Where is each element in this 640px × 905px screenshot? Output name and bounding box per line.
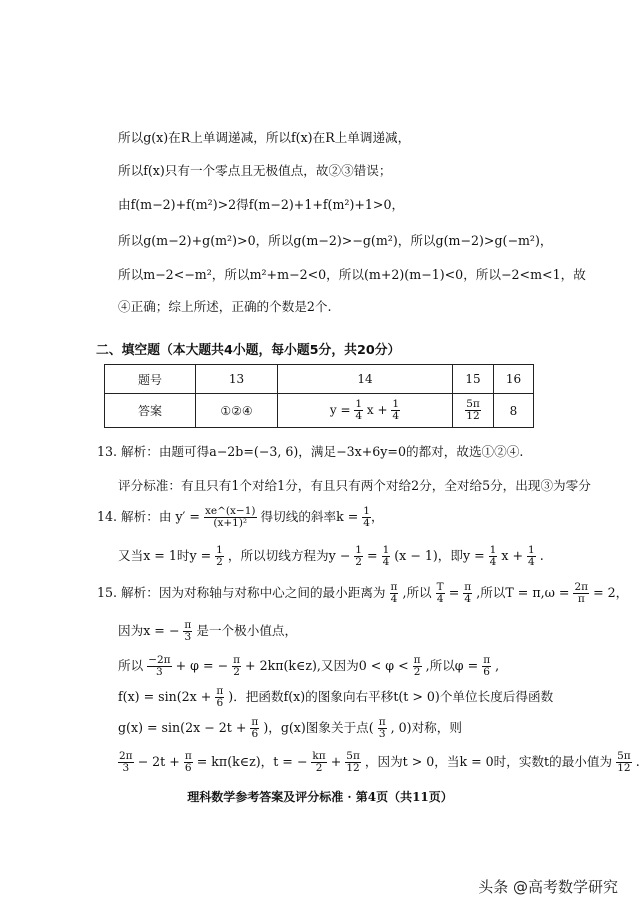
fraction: $\frac{2\pi}{\pi}$ <box>574 581 589 605</box>
answer-table <box>104 364 534 428</box>
q14-solution-line-1: 14. 解析：由 y′ = $\frac{xe\^{}(x-1)}{\text{(x+1)²}}$ 得切线的斜率k = $\frac{1}{4}$ ， <box>97 505 384 529</box>
fraction: $\frac{xe\^{}(x-1)}{\text{(x+1)²}}$ <box>204 505 256 529</box>
q15-line-6: $\frac{2\pi}{3}$ − 2t + $\frac{\pi}{6}$ = kπ(k∈z)，t = − $\frac{k\pi}{2}$ + $\frac{5\pi}{12}$ ，因为t > 0，当k = 0时，实数t的最小值为 $\frac{5\pi}{12}$ . <box>119 750 640 774</box>
fraction: $\frac{1}{4}$ <box>392 398 400 422</box>
q15-line-3: 所以 $\frac{-2\pi}{3}$ + φ = − $\frac{\pi}{2}$ + 2kπ(k∈z),又因为0 < φ < $\frac{\pi}{2}$ ,所以φ = $\frac{\pi}{6}$ , <box>118 654 500 678</box>
answer-15 <box>453 394 494 428</box>
header-cell: 14 <box>277 365 452 394</box>
q15-line-4: f(x) = sin(2x + $\frac{\pi}{6}$ )．把函数f(x)的图象向右平移t(t > 0)个单位长度后得函数 <box>118 685 554 709</box>
solution-line-5: 所以m−2<−m²，所以m²+m−2<0，所以(m+2)(m−1)<0，所以−2<m<1，故 <box>118 267 586 282</box>
header-cell: 16 <box>493 365 533 394</box>
answer-14-prefix: y = <box>329 403 351 417</box>
fraction: $\frac{1}{2}$ <box>355 544 362 568</box>
fraction: $\frac{5\pi}{12}$ <box>346 750 360 774</box>
answer-14 <box>277 394 452 428</box>
fraction: $\frac{1}{4}$ <box>382 544 390 568</box>
fraction: $\frac{\pi}{3}$ <box>378 716 386 740</box>
solution-line-6: ④正确；综上所述，正确的个数是2个. <box>118 299 332 314</box>
q15-line-2: 因为x = − $\frac{\pi}{3}$ 是一个极小值点， <box>118 619 298 643</box>
watermark: 头条 @高考数学研究 <box>478 878 618 896</box>
q15-line-5: g(x) = sin(2x − 2t + $\frac{\pi}{6}$ )，g(x)图象关于点( $\frac{\pi}{3}$ , 0)对称，则 <box>118 716 462 740</box>
solution-line-2: 所以f(x)只有一个零点且无极值点，故②③错误； <box>118 163 392 178</box>
fraction: $\frac{1}{4}$ <box>489 544 497 568</box>
solution-line-3: 由f(m−2)+f(m²)>2得f(m−2)+1+f(m²)+1>0， <box>118 197 405 212</box>
fraction: $\frac{2\pi}{3}$ <box>119 750 133 774</box>
fraction: $\frac{\pi}{6}$ <box>184 750 192 774</box>
fraction: $\frac{\pi}{2}$ <box>413 654 421 678</box>
q13-score-standard: 评分标准：有且只有1个对给1分，有且只有两个对给2分，全对给5分，出现③为零分 <box>118 478 591 493</box>
fraction: $\frac{\pi}{2}$ <box>233 654 241 678</box>
header-cell: 15 <box>453 365 494 394</box>
fraction: $\frac{5\pi}{12}$ <box>617 750 631 774</box>
fraction: $\frac{k\pi}{2}$ <box>312 750 326 774</box>
answer-14-mid: x + <box>366 403 388 417</box>
answer-13: ①②④ <box>196 394 278 428</box>
section-title: 二、填空题（本大题共4小题，每小题5分，共20分） <box>96 343 401 358</box>
fraction: $\frac{\pi}{4}$ <box>464 581 472 605</box>
table-header-row <box>105 365 534 394</box>
fraction: $\frac{1}{4}$ <box>528 544 535 568</box>
answer-label: 答案 <box>105 394 196 428</box>
fraction: $\frac{1}{4}$ <box>355 398 363 422</box>
page-footer: 理科数学参考答案及评分标准 · 第4页（共11页） <box>187 790 453 804</box>
fraction: $\frac{\pi}{6}$ <box>251 716 259 740</box>
fraction: $\frac{\pi}{6}$ <box>216 685 224 709</box>
q15-line-1: 15. 解析：因为对称轴与对称中心之间的最小距离为 $\frac{\pi}{4}$ ,所以 $\frac{T}{4}$ = $\frac{\pi}{4}$ ,所以T = π,ω = $\frac{2\pi}{\pi}$ = 2， <box>97 581 629 605</box>
fraction: $\frac{T}{4}$ <box>436 581 444 605</box>
fraction: $\frac{1}{4}$ <box>363 505 370 529</box>
answer-16: 8 <box>493 394 533 428</box>
solution-line-1: 所以g(x)在R上单调递减，所以f(x)在R上单调递减， <box>118 130 411 145</box>
q13-solution: 13. 解析：由题可得a−2b=(−3, 6)，满足−3x+6y=0的都对，故选①②④. <box>97 444 524 459</box>
q14-solution-line-2: 又当x = 1时y = $\frac{1}{2}$ ，所以切线方程为y − $\frac{1}{2}$ = $\frac{1}{4}$ (x − 1)，即y = $\frac{1}{4}$ x + $\frac{1}{4}$ . <box>118 544 544 568</box>
header-cell: 13 <box>196 365 278 394</box>
fraction: $\frac{\pi}{3}$ <box>184 619 192 643</box>
fraction: $\frac{5\pi}{12}$ <box>466 398 480 422</box>
fraction: $\frac{1}{2}$ <box>216 544 223 568</box>
header-cell: 题号 <box>105 365 196 394</box>
fraction: $\frac{\pi}{4}$ <box>390 581 398 605</box>
solution-line-4: 所以g(m−2)+g(m²)>0，所以g(m−2)>−g(m²)，所以g(m−2)>g(−m²)， <box>118 233 553 248</box>
fraction: $\frac{\pi}{6}$ <box>483 654 491 678</box>
fraction: $\frac{-2\pi}{3}$ <box>148 654 171 678</box>
table-answer-row <box>105 394 534 428</box>
